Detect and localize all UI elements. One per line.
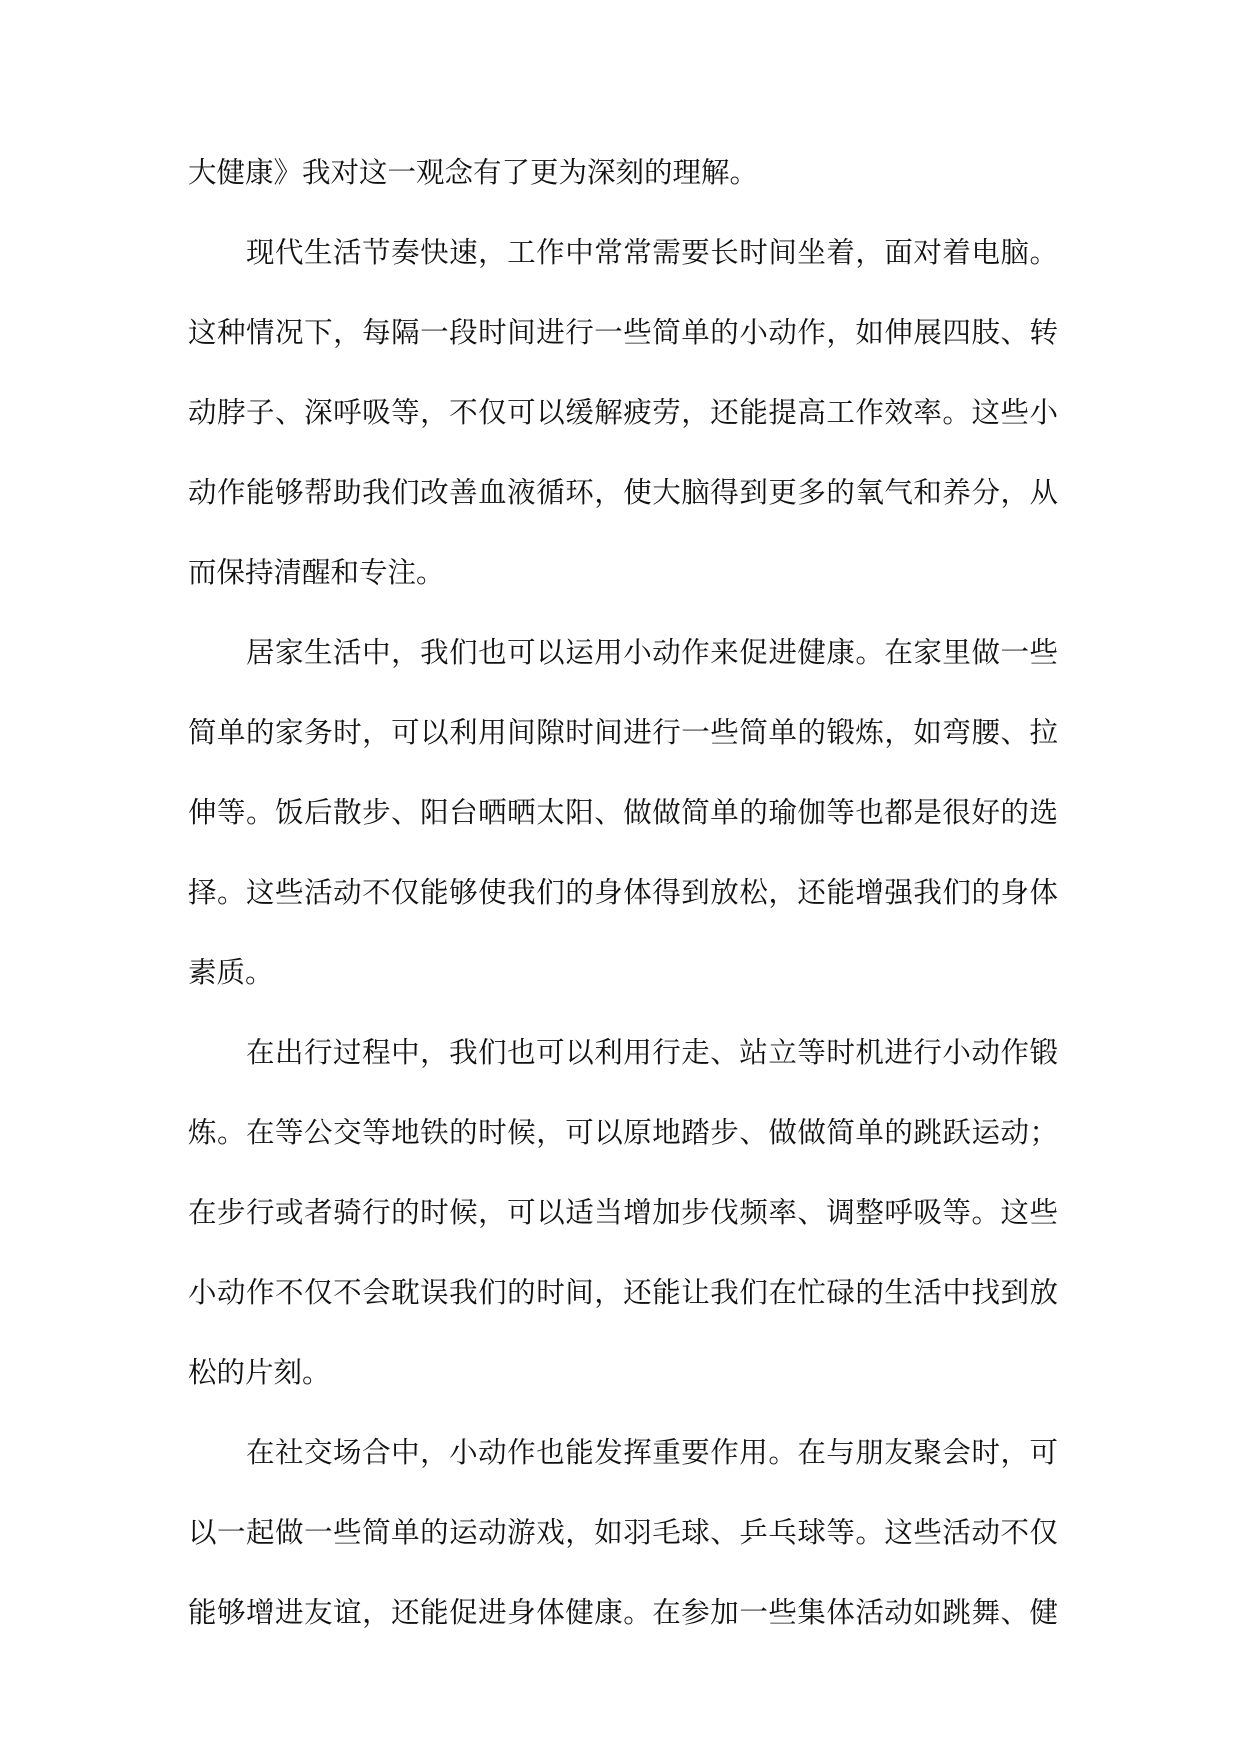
text-line: 而保持清醒和专注。: [188, 556, 445, 589]
text-line: 以一起做一些简单的运动游戏，如羽毛球、乒乓球等。这些活动不仅: [188, 1516, 1058, 1549]
text-line: 能够增进友谊，还能促进身体健康。在参加一些集体活动如跳舞、健: [188, 1596, 1058, 1629]
paragraph-continuation: [188, 140, 1058, 220]
paragraph-office-work: [188, 220, 1058, 620]
text-line: 居家生活中，我们也可以运用小动作来促进健康。在家里做一些: [246, 636, 1058, 669]
text-line: 现代生活节奏快速，工作中常常需要长时间坐着，面对着电脑。: [246, 236, 1058, 269]
text-line: 在步行或者骑行的时候，可以适当增加步伐频率、调整呼吸等。这些: [188, 1196, 1058, 1229]
text-line: 这种情况下，每隔一段时间进行一些简单的小动作，如伸展四肢、转: [188, 316, 1058, 349]
text-line: 在出行过程中，我们也可以利用行走、站立等时机进行小动作锻: [246, 1036, 1058, 1069]
text-line: 炼。在等公交等地铁的时候，可以原地踏步、做做简单的跳跃运动；: [188, 1116, 1058, 1149]
text-line: 松的片刻。: [188, 1356, 331, 1389]
paragraph-commute: [188, 1020, 1058, 1420]
text-line: 择。这些活动不仅能够使我们的身体得到放松，还能增强我们的身体: [188, 876, 1058, 909]
text-line: 素质。: [188, 956, 274, 989]
text-line: 在社交场合中，小动作也能发挥重要作用。在与朋友聚会时，可: [246, 1436, 1058, 1469]
paragraph-social: [188, 1420, 1058, 1660]
text-line: 动作能够帮助我们改善血液循环，使大脑得到更多的氧气和养分，从: [188, 476, 1058, 509]
text-line: 动脖子、深呼吸等，不仅可以缓解疲劳，还能提高工作效率。这些小: [188, 396, 1058, 429]
text-line: 伸等。饭后散步、阳台晒晒太阳、做做简单的瑜伽等也都是很好的选: [188, 796, 1058, 829]
text-line: 简单的家务时，可以利用间隙时间进行一些简单的锻炼，如弯腰、拉: [188, 716, 1058, 749]
text-line: 小动作不仅不会耽误我们的时间，还能让我们在忙碌的生活中找到放: [188, 1276, 1058, 1309]
paragraph-home-life: [188, 620, 1058, 1020]
text-line: 大健康》我对这一观念有了更为深刻的理解。: [188, 156, 759, 189]
body-text: [188, 140, 1058, 1660]
